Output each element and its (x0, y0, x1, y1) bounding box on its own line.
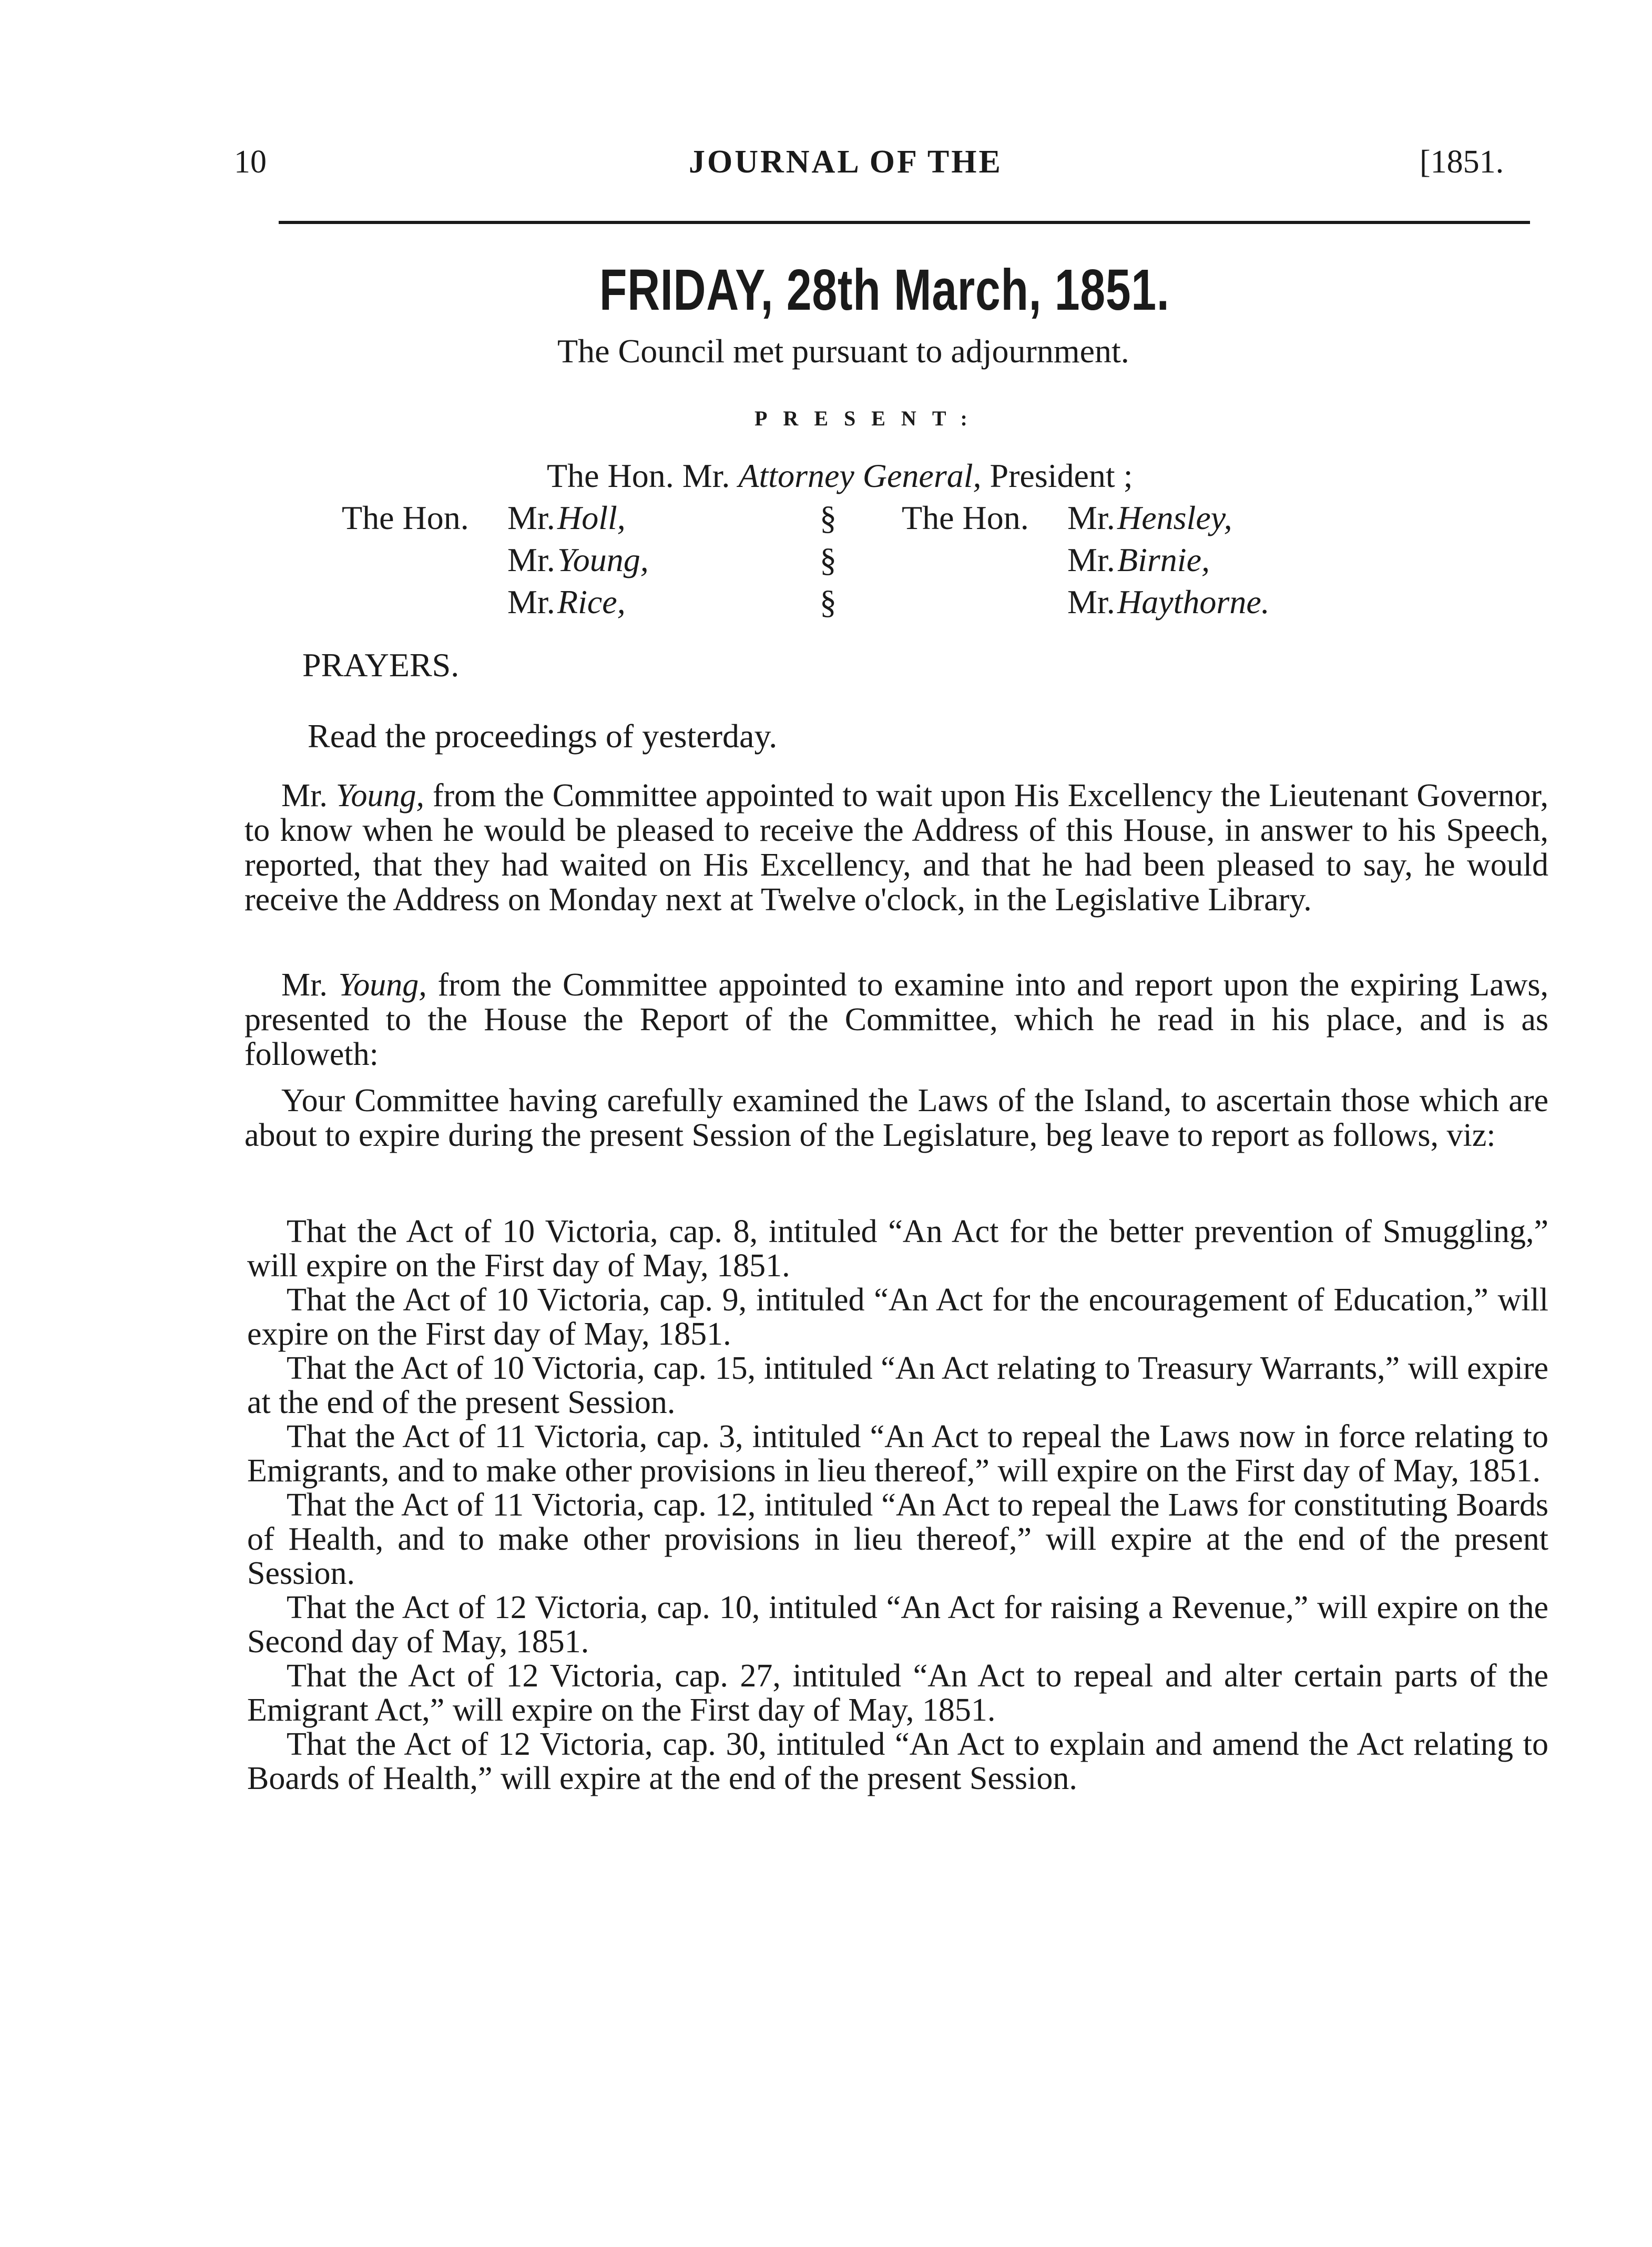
expiring-laws-paragraph (244, 968, 1548, 1072)
honorific-right: The Hon. (902, 499, 1029, 536)
report-intro: Your Committee having carefully examined the Laws of the Island, to ascertain those which are about to expire during the present Session of the Legislature, beg leave to report as follows, viz: (244, 1083, 1548, 1153)
header-rule (279, 221, 1530, 224)
paragraph-text: from the Committee appointed to examine into and report upon the expiring Laws, presented to the House the Report of the Committee, which he read in his place, and is as followeth: (244, 967, 1548, 1072)
paragraph-lead: Mr. (281, 967, 328, 1003)
member-name-hensley: Hensley, (1117, 499, 1232, 536)
honorific-left: The Hon. (342, 499, 469, 536)
member-title: Mr. (1067, 499, 1115, 536)
list-item: That the Act of 11 Victoria, cap. 3, intituled “An Act to repeal the Laws now in force relating to Emigrants, and to make other provisions in lieu thereof,” will expire on the First day of May, 1851. (247, 1419, 1548, 1489)
section-mark: § (820, 583, 837, 621)
read-proceedings: Read the proceedings of yesterday. (308, 717, 778, 755)
running-title: JOURNAL OF THE (689, 144, 1003, 180)
member-name-haythorne: Haythorne. (1117, 583, 1270, 621)
president-line (547, 455, 1133, 497)
members-row (342, 497, 1270, 539)
page-number: 10 (234, 144, 267, 180)
member-name-holl: Holl, (557, 499, 626, 536)
president-suffix: President ; (990, 457, 1133, 494)
member-title: Mr. (507, 541, 555, 578)
paragraph-text: from the Committee appointed to wait upon His Excellency the Lieutenant Governor, to know when he would be pleased to receive the Address of this House, in answer to his Speech, reported, that they had waited on His Excellency, and that he had been pleased to say, he would receive the Address on Monday next at Twelve o'clock, in the Legislative Library. (244, 778, 1549, 918)
list-item: That the Act of 10 Victoria, cap. 8, intituled “An Act for the better prevention of Smuggling,” will expire on the First day of May, 1851. (247, 1214, 1548, 1284)
section-mark: § (820, 541, 837, 578)
expiring-laws-list (247, 1215, 1548, 1796)
member-name-birnie: Birnie, (1117, 541, 1210, 578)
member-title: Mr. (507, 499, 555, 536)
section-mark: § (820, 499, 837, 536)
members-row (342, 539, 1270, 581)
committee-report-paragraph (244, 778, 1548, 917)
paragraph-member-name: Young, (335, 778, 424, 814)
member-title: Mr. (1067, 583, 1115, 621)
list-item: That the Act of 11 Victoria, cap. 12, intituled “An Act to repeal the Laws for constituting Boards of Health, and to make other provisions in lieu thereof,” will expire at the end of the present Session. (247, 1487, 1548, 1591)
list-item: That the Act of 12 Victoria, cap. 30, intituled “An Act to explain and amend the Act relating to Boards of Health,” will expire at the end of the present Session. (247, 1726, 1548, 1796)
member-title: Mr. (1067, 541, 1115, 578)
members-table (342, 497, 1270, 623)
president-prefix: The Hon. Mr. (547, 457, 730, 494)
present-label: PRESENT: (754, 406, 983, 430)
paragraph-lead: Mr. (281, 778, 328, 814)
president-name: Attorney General, (738, 457, 982, 494)
members-row (342, 581, 1270, 623)
prayers-label: PRAYERS. (302, 646, 460, 684)
running-year: [1851. (1420, 144, 1504, 180)
list-item: That the Act of 12 Victoria, cap. 10, intituled “An Act for raising a Revenue,” will expire on the Second day of May, 1851. (247, 1590, 1548, 1660)
paragraph-member-name: Young, (338, 967, 427, 1003)
member-name-rice: Rice, (557, 583, 626, 621)
member-name-young: Young, (557, 541, 649, 578)
list-item: That the Act of 10 Victoria, cap. 15, intituled “An Act relating to Treasury Warrants,” will expire at the end of the present Session. (247, 1350, 1548, 1420)
member-title: Mr. (507, 583, 555, 621)
list-item: That the Act of 10 Victoria, cap. 9, intituled “An Act for the encouragement of Education,” will expire on the First day of May, 1851. (247, 1282, 1548, 1352)
council-met-line: The Council met pursuant to adjournment. (557, 332, 1129, 370)
list-item: That the Act of 12 Victoria, cap. 27, intituled “An Act to repeal and alter certain parts of the Emigrant Act,” will expire on the First day of May, 1851. (247, 1658, 1548, 1728)
date-heading: FRIDAY, 28th March, 1851. (599, 258, 1170, 322)
